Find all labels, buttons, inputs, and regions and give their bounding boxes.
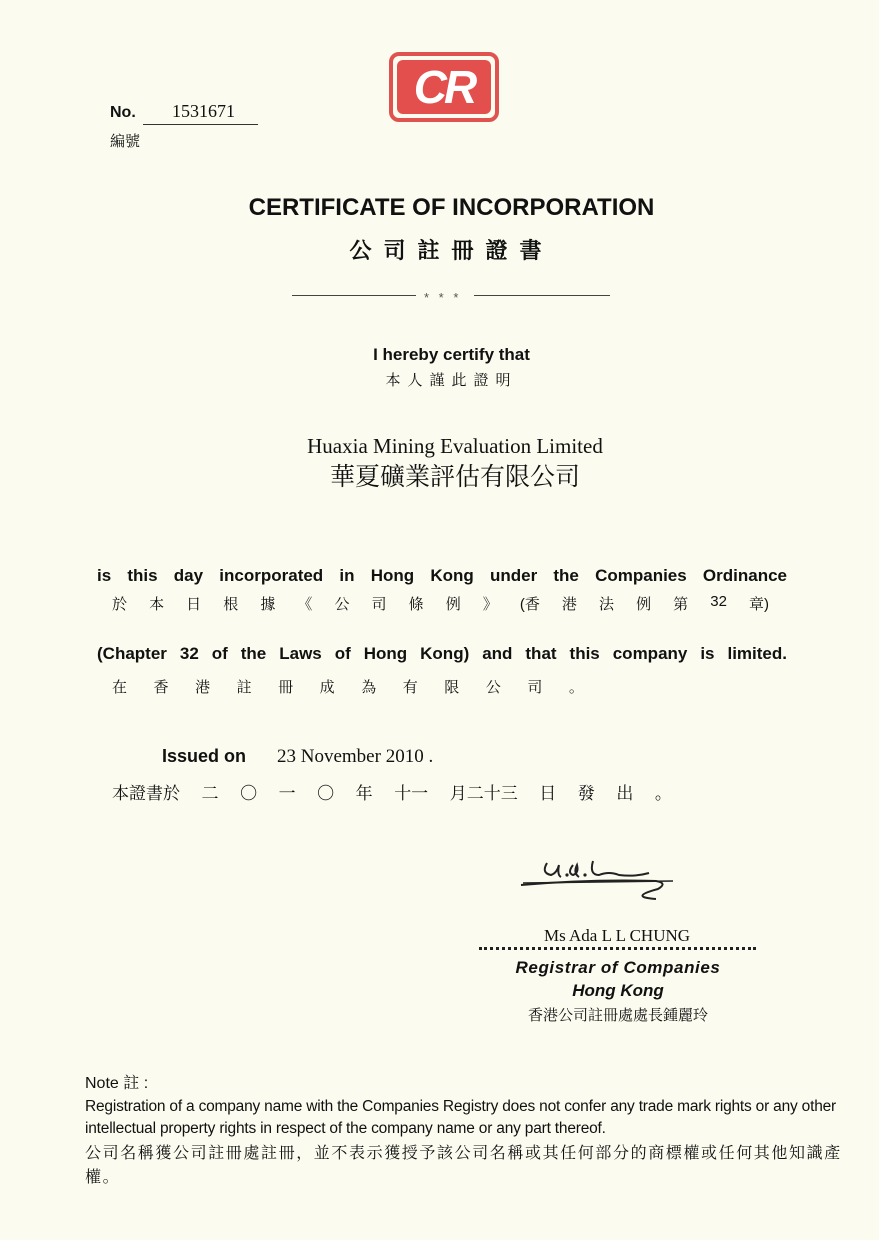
certificate-title: CERTIFICATE OF INCORPORATION (248, 194, 655, 221)
text-segment: 月二十三 (449, 784, 518, 803)
cr-logo (389, 52, 499, 122)
text-segment: 本 (149, 596, 165, 613)
text-segment: 章) (748, 596, 769, 613)
text-segment: 二 (201, 784, 219, 803)
text-segment: 本證書於 (112, 784, 180, 803)
text-segment: 》 (482, 596, 498, 613)
separator-rule-left (292, 295, 416, 296)
company-name: Huaxia Mining Evaluation Limited (307, 434, 603, 458)
text-segment: 據 (260, 596, 276, 613)
issued-label: Issued on (162, 746, 247, 766)
text-segment: 發 (577, 784, 595, 803)
separator-rule-right (474, 295, 610, 296)
statement-line2-zh (112, 676, 584, 697)
registrar-title: Registrar of Companies (515, 958, 721, 977)
text-segment: 日 (539, 784, 557, 803)
certify-text: I hereby certify that (373, 345, 530, 364)
text-segment: 《 (297, 596, 313, 613)
number-label: No. (110, 104, 136, 121)
text-segment: 成 (319, 679, 335, 696)
text-segment: 根 (223, 596, 239, 613)
separator-stars: * * * (424, 290, 462, 305)
text-segment: 第 (673, 596, 689, 613)
text-segment: 日 (186, 596, 202, 613)
text-segment: 司 (527, 679, 543, 696)
text-segment: 年 (355, 784, 373, 803)
text-segment: 出 (616, 784, 634, 803)
number-underline (143, 124, 258, 125)
note-text-en: Registration of a company name with the Companies Registry does not confer any trade mark rights or any other intellectual property rights in respect of the company name or any part thereof. (85, 1098, 836, 1137)
text-segment: 冊 (278, 679, 294, 696)
note-label: Note 註 : (85, 1075, 149, 1092)
certificate-title-zh: 公司註冊證書 (349, 238, 554, 263)
text-segment: 例 (636, 596, 652, 613)
certify-text-zh: 本人謹此證明 (385, 372, 518, 389)
registrar-place: Hong Kong (572, 981, 664, 1000)
text-segment: 註 (236, 679, 252, 696)
text-segment: 一 (278, 784, 296, 803)
statement-line2: (Chapter 32 of the Laws of Hong Kong) and that this company is limited. (97, 644, 787, 663)
text-segment: 條 (408, 596, 424, 613)
text-segment: 32 (710, 593, 727, 610)
text-segment: 。 (654, 784, 672, 803)
text-segment: 港 (195, 679, 211, 696)
note-text-zh: 公司名稱獲公司註冊處註冊，並不表示獲授予該公司名稱或其任何部分的商標權或任何其他知識產權。 (85, 1145, 842, 1186)
text-segment: 於 (112, 596, 128, 613)
text-segment: 法 (599, 596, 615, 613)
text-segment: 香 (153, 679, 169, 696)
signature-dotted-line (479, 947, 756, 950)
text-segment: 港 (561, 596, 577, 613)
text-segment: 在 (112, 679, 128, 696)
text-segment: 公 (334, 596, 350, 613)
text-segment: 〇 (317, 784, 335, 803)
registrar-name: Ms Ada L L CHUNG (543, 926, 691, 945)
text-segment: 例 (445, 596, 461, 613)
text-segment: 。 (568, 679, 584, 696)
issue-date: 23 November 2010 . (277, 746, 434, 767)
statement-line1-zh (112, 593, 769, 614)
certificate-number: 1531671 (172, 101, 235, 121)
company-name-zh: 華夏礦業評估有限公司 (329, 463, 580, 491)
text-segment: 有 (402, 679, 418, 696)
number-label-zh: 編號 (110, 133, 141, 150)
text-segment: 公 (485, 679, 501, 696)
text-segment: 〇 (240, 784, 258, 803)
issue-date-zh (112, 779, 672, 804)
registrar-title-zh: 香港公司註冊處處長鍾麗玲 (527, 1007, 708, 1024)
cr-logo-text: CR (397, 60, 491, 114)
text-segment: 為 (361, 679, 377, 696)
registrar-signature (515, 855, 685, 903)
text-segment: 限 (444, 679, 460, 696)
text-segment: 司 (371, 596, 387, 613)
statement-line1: is this day incorporated in Hong Kong under the Companies Ordinance (97, 566, 787, 585)
text-segment: (香 (519, 596, 540, 613)
text-segment: 十一 (394, 784, 429, 803)
